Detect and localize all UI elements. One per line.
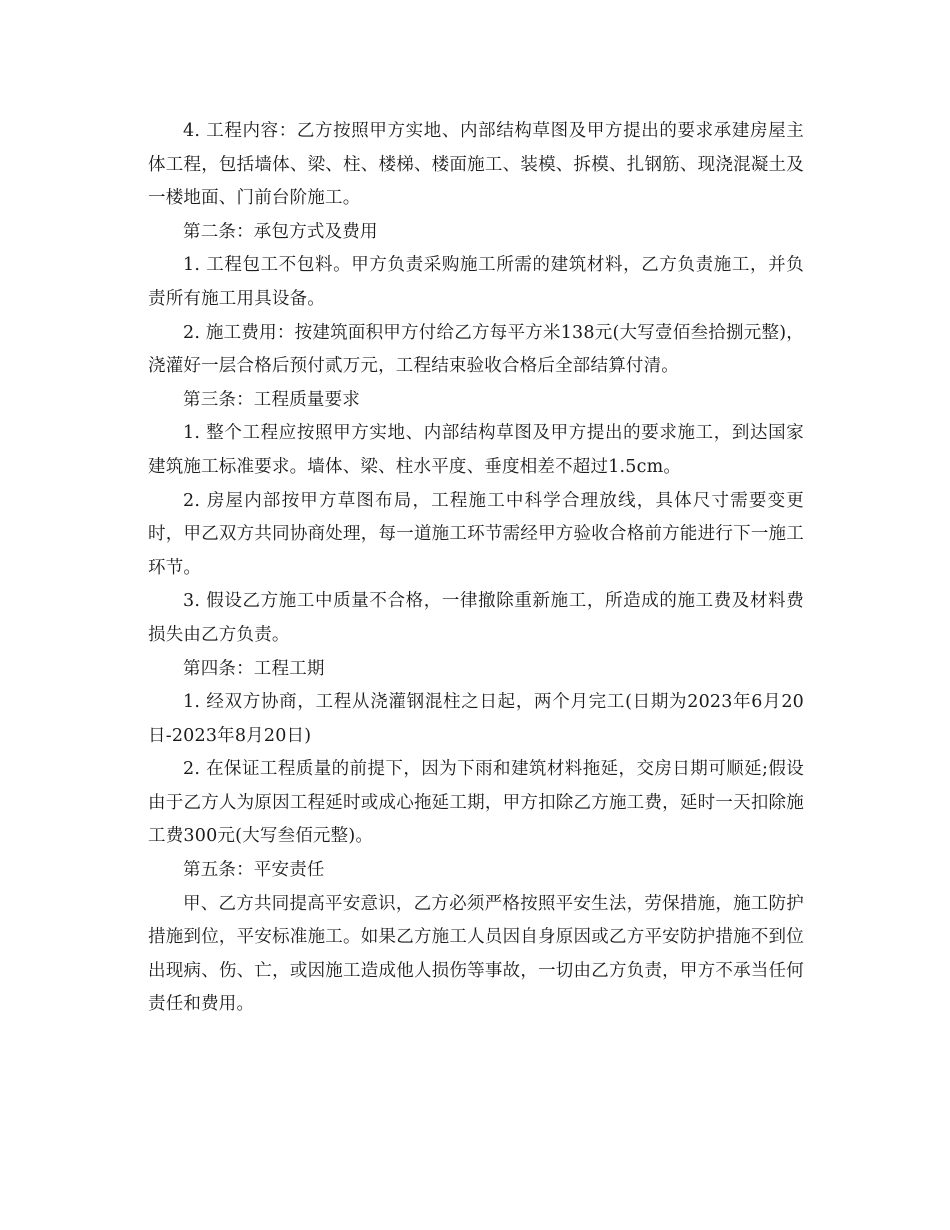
section-heading-2: 第二条：承包方式及费用 [183,221,378,242]
clause-3-item-2: 2. 房屋内部按甲方草图布局，工程施工中科学合理放线，具体尺寸需要变更时，甲乙双方共同协商处理，每一道施工环节需经甲方验收合格前方能进行下一施工环节。 [148,490,804,578]
section-heading-5: 第五条：平安责任 [183,860,325,881]
document-body [148,115,804,1022]
clause-2-item-2: 2. 施工费用：按建筑面积甲方付给乙方每平方米138元(大写壹佰叁拾捌元整)，浇灌好一层合格后预付贰万元，工程结束验收合格后全部结算付清。 [148,322,804,377]
clause-4-item-2: 2. 在保证工程质量的前提下，因为下雨和建筑材料拖延，交房日期可顺延;假设由于乙方人为原因工程延时或成心拖延工期，甲方扣除乙方施工费，延时一天扣除施工费300元(大写叁佰元整)。 [148,759,804,847]
clause-3-item-1: 1. 整个工程应按照甲方实地、内部结构草图及甲方提出的要求施工，到达国家建筑施工标准要求。墙体、梁、柱水平度、垂度相差不超过1.5cm。 [148,423,804,477]
clause-3-item-3: 3. 假设乙方施工中质量不合格，一律撤除重新施工，所造成的施工费及材料费损失由乙方负责。 [148,591,804,645]
section-heading-4: 第四条：工程工期 [183,658,325,679]
section-heading-3: 第三条：工程质量要求 [183,389,360,410]
clause-1-item-4: 4. 工程内容：乙方按照甲方实地、内部结构草图及甲方提出的要求承建房屋主体工程，包括墙体、梁、柱、楼梯、楼面施工、装模、拆模、扎钢筋、现浇混凝土及一楼地面、门前台阶施工。 [148,121,804,209]
clause-5-body: 甲、乙方共同提高平安意识，乙方必须严格按照平安生法，劳保措施，施工防护措施到位，平安标准施工。如果乙方施工人员因自身原因或乙方平安防护措施不到位出现病、伤、亡，或因施工造成他人损伤等事故，一切由乙方负责，甲方不承当任何责任和费用。 [148,893,804,1015]
clause-4-item-1: 1. 经双方协商，工程从浇灌钢混柱之日起，两个月完工(日期为2023年6月20日-2023年8月20日) [148,692,804,746]
clause-2-item-1: 1. 工程包工不包料。甲方负责采购施工所需的建筑材料，乙方负责施工，并负责所有施工用具设备。 [148,255,804,309]
